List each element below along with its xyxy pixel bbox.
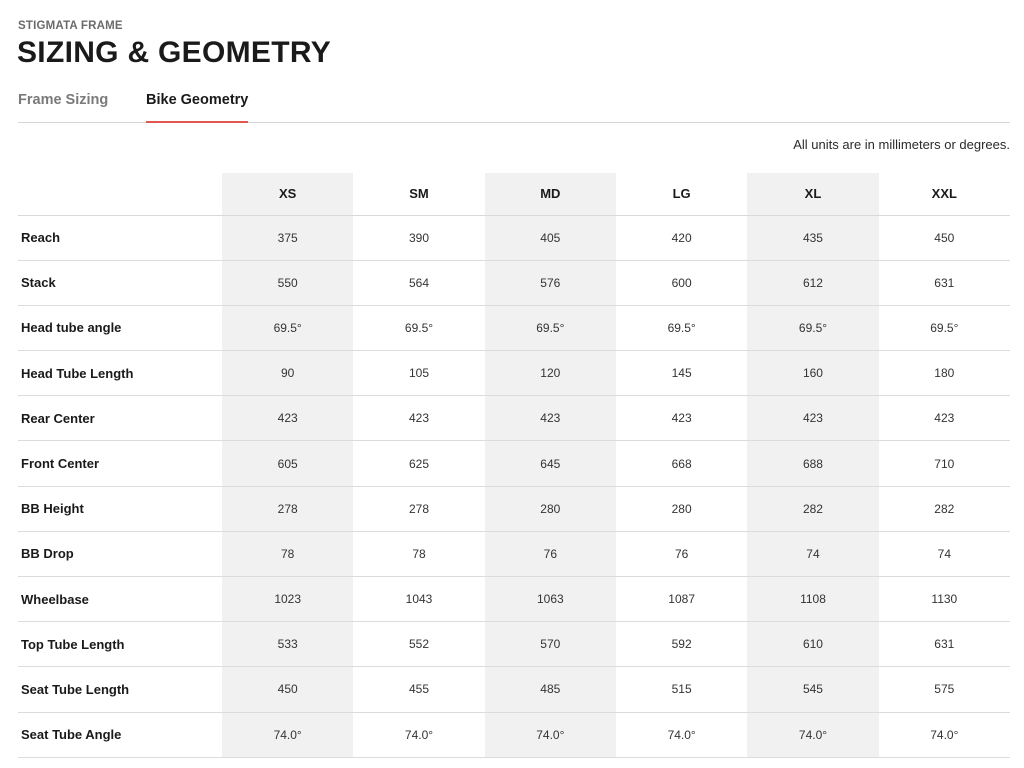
table-cell: 710: [879, 441, 1010, 486]
table-cell: 1108: [747, 577, 878, 622]
table-row: [18, 305, 1010, 350]
row-label: BB Drop: [18, 531, 222, 576]
row-label: Seat Tube Angle: [18, 712, 222, 757]
table-cell: 74.0°: [353, 712, 484, 757]
table-row: [18, 531, 1010, 576]
header-label-cell: [18, 173, 222, 215]
table-cell: 74.0°: [485, 712, 616, 757]
table-cell: 423: [747, 396, 878, 441]
column-header-xxl: XXL: [879, 173, 1010, 215]
table-cell: 631: [879, 260, 1010, 305]
table-cell: 78: [353, 531, 484, 576]
table-cell: 423: [879, 396, 1010, 441]
table-cell: 625: [353, 441, 484, 486]
row-label: Front Center: [18, 441, 222, 486]
table-cell: 69.5°: [485, 305, 616, 350]
table-cell: 435: [747, 215, 878, 260]
table-row: [18, 396, 1010, 441]
table-cell: 450: [222, 667, 353, 712]
page-title: SIZING & GEOMETRY: [17, 36, 332, 69]
table-row: [18, 441, 1010, 486]
table-cell: 576: [485, 260, 616, 305]
table-cell: 423: [485, 396, 616, 441]
table-row: [18, 215, 1010, 260]
row-label: Rear Center: [18, 396, 222, 441]
row-label: Seat Tube Length: [18, 667, 222, 712]
table-cell: 120: [485, 351, 616, 396]
table-cell: 1130: [879, 577, 1010, 622]
table-cell: 1063: [485, 577, 616, 622]
table-cell: 450: [879, 215, 1010, 260]
table-cell: 78: [222, 531, 353, 576]
table-cell: 515: [616, 667, 747, 712]
table-cell: 69.5°: [222, 305, 353, 350]
table-row: [18, 622, 1010, 667]
table-cell: 74: [747, 531, 878, 576]
table-cell: 455: [353, 667, 484, 712]
table-cell: 69.5°: [879, 305, 1010, 350]
table-cell: 69.5°: [616, 305, 747, 350]
units-note: All units are in millimeters or degrees.: [793, 137, 1010, 152]
table-cell: 564: [353, 260, 484, 305]
table-cell: 105: [353, 351, 484, 396]
table-row: [18, 486, 1010, 531]
column-header-xl: XL: [747, 173, 878, 215]
geometry-table: [18, 173, 1010, 758]
table-cell: 74.0°: [616, 712, 747, 757]
table-cell: 420: [616, 215, 747, 260]
table-cell: 278: [353, 486, 484, 531]
row-label: Reach: [18, 215, 222, 260]
table-cell: 74.0°: [747, 712, 878, 757]
table-cell: 76: [616, 531, 747, 576]
table-cell: 76: [485, 531, 616, 576]
table-row: [18, 667, 1010, 712]
table-cell: 1023: [222, 577, 353, 622]
column-header-xs: XS: [222, 173, 353, 215]
table-cell: 688: [747, 441, 878, 486]
table-cell: 423: [616, 396, 747, 441]
table-cell: 423: [222, 396, 353, 441]
table-cell: 600: [616, 260, 747, 305]
column-header-sm: SM: [353, 173, 484, 215]
table-cell: 69.5°: [747, 305, 878, 350]
table-cell: 668: [616, 441, 747, 486]
table-cell: 280: [485, 486, 616, 531]
tab-bike-geometry[interactable]: Bike Geometry: [146, 92, 248, 123]
table-cell: 645: [485, 441, 616, 486]
tab-bar: [18, 88, 1010, 123]
table-row: [18, 577, 1010, 622]
table-cell: 278: [222, 486, 353, 531]
column-header-md: MD: [485, 173, 616, 215]
table-cell: 550: [222, 260, 353, 305]
table-cell: 282: [879, 486, 1010, 531]
table-cell: 533: [222, 622, 353, 667]
table-cell: 74.0°: [222, 712, 353, 757]
table-cell: 69.5°: [353, 305, 484, 350]
table-cell: 575: [879, 667, 1010, 712]
table-cell: 375: [222, 215, 353, 260]
table-cell: 145: [616, 351, 747, 396]
column-header-lg: LG: [616, 173, 747, 215]
table-cell: 282: [747, 486, 878, 531]
table-cell: 545: [747, 667, 878, 712]
table-cell: 280: [616, 486, 747, 531]
row-label: Head Tube Length: [18, 351, 222, 396]
row-label: Top Tube Length: [18, 622, 222, 667]
table-body: [18, 215, 1010, 757]
table-cell: 1043: [353, 577, 484, 622]
table-header-row: [18, 173, 1010, 215]
table-cell: 1087: [616, 577, 747, 622]
table-cell: 552: [353, 622, 484, 667]
table-cell: 160: [747, 351, 878, 396]
row-label: Wheelbase: [18, 577, 222, 622]
table-row: [18, 351, 1010, 396]
table-cell: 90: [222, 351, 353, 396]
row-label: BB Height: [18, 486, 222, 531]
table-cell: 74.0°: [879, 712, 1010, 757]
table-cell: 74: [879, 531, 1010, 576]
table-cell: 180: [879, 351, 1010, 396]
table-cell: 570: [485, 622, 616, 667]
row-label: Head tube angle: [18, 305, 222, 350]
tab-frame-sizing[interactable]: Frame Sizing: [18, 92, 109, 108]
table-cell: 610: [747, 622, 878, 667]
table-cell: 423: [353, 396, 484, 441]
table-row: [18, 712, 1010, 757]
table-cell: 485: [485, 667, 616, 712]
table-cell: 405: [485, 215, 616, 260]
table-cell: 631: [879, 622, 1010, 667]
eyebrow-label: STIGMATA FRAME: [18, 20, 123, 32]
table-row: [18, 260, 1010, 305]
table-cell: 605: [222, 441, 353, 486]
table-cell: 592: [616, 622, 747, 667]
table-cell: 612: [747, 260, 878, 305]
table-cell: 390: [353, 215, 484, 260]
row-label: Stack: [18, 260, 222, 305]
